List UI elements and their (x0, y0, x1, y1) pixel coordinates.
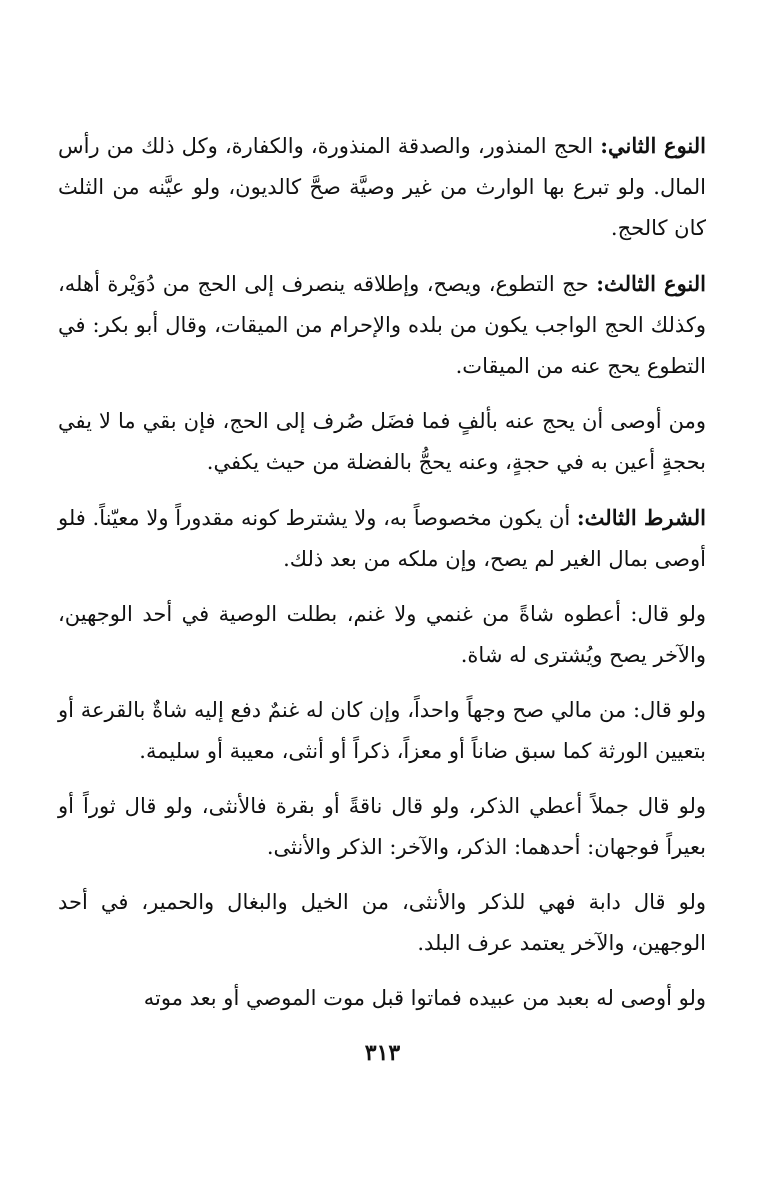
paragraph-9 (58, 978, 706, 1019)
page-number: ٣١٣ (364, 1040, 401, 1066)
paragraph-8 (58, 882, 706, 964)
paragraph-5 (58, 594, 706, 676)
paragraph-7 (58, 786, 706, 868)
paragraph-text: ولو قال جملاً أعطي الذكر، ولو قال ناقةً أو بقرة فالأنثى، ولو قال ثوراً أو بعيراً فوجهان: أحدهما: الذكر، والآخر: الذكر والأنثى. (58, 794, 706, 859)
paragraph-text: ومن أوصى أن يحج عنه بألفٍ فما فضَل صُرف إلى الحج، فإن بقي ما لا يفي بحجةٍ أعين به في حجةٍ، وعنه يحجُّ بالفضلة من حيث يكفي. (58, 409, 706, 474)
paragraph-text: ولو قال: أعطوه شاةً من غنمي ولا غنم، بطلت الوصية في أحد الوجهين، والآخر يصح ويُشترى له شاة. (58, 602, 706, 667)
paragraph-2 (58, 263, 706, 387)
paragraph-6 (58, 690, 706, 772)
paragraph-text: ولو أوصى له بعبد من عبيده فماتوا قبل موت الموصي أو بعد موته (143, 986, 706, 1010)
paragraph-text: حج التطوع، ويصح، وإطلاقه ينصرف إلى الحج من دُوَيْرة أهله، وكذلك الحج الواجب يكون من بلده والإحرام من الميقات، وقال أبو بكر: في التطوع يحج عنه من الميقات. (58, 272, 706, 378)
paragraph-text: ولو قال دابة فهي للذكر والأنثى، من الخيل والبغال والحمير، في أحد الوجهين، والآخر يعتمد عرف البلد. (58, 890, 706, 955)
paragraph-text: أن يكون مخصوصاً به، ولا يشترط كونه مقدوراً ولا معيّناً. فلو أوصى بمال الغير لم يصح، وإن ملكه من بعد ذلك. (58, 506, 706, 571)
paragraph-heading: النوع الثاني: (600, 133, 706, 158)
paragraph-text: ولو قال: من مالي صح وجهاً واحداً، وإن كان له غنمٌ دفع إليه شاةٌ بالقرعة أو بتعيين الورثة كما سبق ضاناً أو معزاً، ذكراً أو أنثى، معيبة أو سليمة. (58, 698, 706, 763)
paragraph-1 (58, 125, 706, 249)
paragraph-heading: النوع الثالث: (596, 271, 707, 296)
paragraph-text: الحج المنذور، والصدقة المنذورة، والكفارة، وكل ذلك من رأس المال. ولو تبرع بها الوارث من غير وصيَّة صحَّ كالديون، ولو عيَّنه من الثلث كان كالحج. (58, 134, 706, 240)
paragraph-4 (58, 497, 706, 580)
paragraph-3 (58, 401, 706, 483)
body-text (58, 125, 706, 1033)
paragraph-heading: الشرط الثالث: (576, 505, 706, 530)
